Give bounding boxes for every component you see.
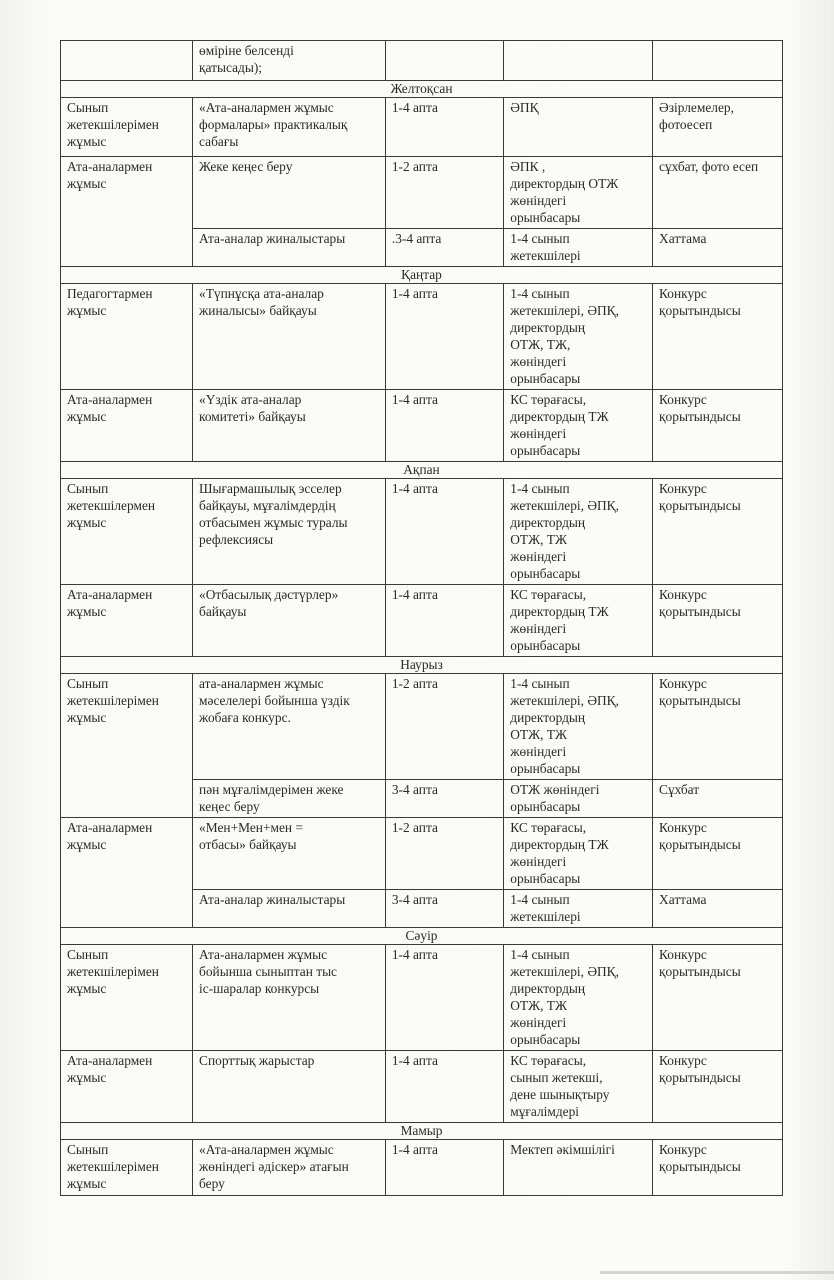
cell-responsible: 1-4 сынып жетекшілері, ӘПҚ, директордың ОТЖ, ТЖ жөніндегі орынбасары — [504, 674, 653, 780]
cell-category: Сынып жетекшілерімен жұмыс — [61, 945, 193, 1051]
cell-category: Сынып жетекшілерімен жұмыс — [61, 1140, 193, 1196]
table-row — [61, 945, 783, 1051]
cell-result: Конкурс қорытындысы — [653, 1051, 783, 1123]
cell-responsible: 1-4 сынып жетекшілері, ӘПҚ, директордың ОТЖ, ТЖ, жөніндегі орынбасары — [504, 284, 653, 390]
cell-period: 1-4 апта — [385, 585, 503, 657]
month-row — [61, 1123, 783, 1140]
cell-responsible: КС төрағасы, директордың ТЖ жөніндегі орынбасары — [504, 390, 653, 462]
cell-responsible: ӘПК , директордың ОТЖ жөніндегі орынбасары — [504, 157, 653, 229]
table-row — [61, 98, 783, 157]
cell-event: Ата-аналармен жұмыс бойынша сыныптан тыс іс-шаралар конкурсы — [193, 945, 386, 1051]
cell-event: «Мен+Мен+мен = отбасы» байқауы — [193, 818, 386, 890]
cell-responsible: ОТЖ жөніндегі орынбасары — [504, 780, 653, 818]
cell-period: 1-4 апта — [385, 98, 503, 157]
cell-responsible: КС төрағасы, директордың ТЖ жөніндегі орынбасары — [504, 585, 653, 657]
work-plan-table — [60, 40, 783, 1196]
cell-result: Конкурс қорытындысы — [653, 479, 783, 585]
cell-category: Сынып жетекшілерімен жұмыс — [61, 98, 193, 157]
cell-result: Конкурс қорытындысы — [653, 390, 783, 462]
month-row — [61, 928, 783, 945]
cell-event: «Ата-аналармен жұмыс жөніндегі әдіскер» атағын беру — [193, 1140, 386, 1196]
table-row — [61, 1051, 783, 1123]
cell-responsible: 1-4 сынып жетекшілері — [504, 229, 653, 267]
scan-edge-line — [600, 1271, 834, 1274]
cell-responsible: 1-4 сынып жетекшілері — [504, 890, 653, 928]
cell-period: 1-4 апта — [385, 1051, 503, 1123]
cell-responsible — [504, 41, 653, 81]
table-row — [61, 41, 783, 81]
cell-result: сұхбат, фото есеп — [653, 157, 783, 229]
table-row — [61, 390, 783, 462]
cell-result: Хаттама — [653, 229, 783, 267]
cell-result: Хаттама — [653, 890, 783, 928]
cell-responsible: КС төрағасы, директордың ТЖ жөніндегі орынбасары — [504, 818, 653, 890]
cell-period: 1-4 апта — [385, 390, 503, 462]
cell-result: Конкурс қорытындысы — [653, 818, 783, 890]
month-row — [61, 462, 783, 479]
cell-period: 1-2 апта — [385, 818, 503, 890]
cell-period: 1-4 апта — [385, 945, 503, 1051]
cell-event: «Үздік ата-аналар комитеті» байқауы — [193, 390, 386, 462]
month-heading: Ақпан — [61, 462, 783, 479]
cell-event: Спорттық жарыстар — [193, 1051, 386, 1123]
cell-result: Конкурс қорытындысы — [653, 585, 783, 657]
cell-category: Ата-аналармен жұмыс — [61, 1051, 193, 1123]
cell-responsible: 1-4 сынып жетекшілері, ӘПҚ, директордың ОТЖ, ТЖ жөніндегі орынбасары — [504, 945, 653, 1051]
table-row — [61, 818, 783, 890]
table-row — [61, 157, 783, 229]
month-heading: Қаңтар — [61, 267, 783, 284]
cell-category: Ата-аналармен жұмыс — [61, 390, 193, 462]
table-row — [61, 1140, 783, 1196]
cell-responsible: 1-4 сынып жетекшілері, ӘПҚ, директордың ОТЖ, ТЖ жөніндегі орынбасары — [504, 479, 653, 585]
table-row — [61, 284, 783, 390]
month-row — [61, 267, 783, 284]
cell-period: .3-4 апта — [385, 229, 503, 267]
cell-event: Ата-аналар жиналыстары — [193, 229, 386, 267]
cell-period: 1-2 апта — [385, 674, 503, 780]
cell-category: Сынып жетекшілермен жұмыс — [61, 479, 193, 585]
cell-result: Әзірлемелер, фотоесеп — [653, 98, 783, 157]
month-heading: Желтоқсан — [61, 81, 783, 98]
cell-responsible: КС төрағасы, сынып жетекші, дене шынықтыру мұғалімдері — [504, 1051, 653, 1123]
table-row — [61, 674, 783, 780]
table-row — [61, 479, 783, 585]
month-row — [61, 81, 783, 98]
cell-result — [653, 41, 783, 81]
cell-event: пән мұғалімдерімен жеке кеңес беру — [193, 780, 386, 818]
cell-category: Сынып жетекшілерімен жұмыс — [61, 674, 193, 818]
cell-category — [61, 41, 193, 81]
cell-period: 1-4 апта — [385, 1140, 503, 1196]
cell-period — [385, 41, 503, 81]
cell-event: «Ата-аналармен жұмыс формалары» практикалық сабағы — [193, 98, 386, 157]
table-row — [61, 585, 783, 657]
cell-period: 1-4 апта — [385, 284, 503, 390]
cell-responsible: Мектеп әкімшілігі — [504, 1140, 653, 1196]
month-heading: Мамыр — [61, 1123, 783, 1140]
cell-event: «Отбасылық дәстүрлер» байқауы — [193, 585, 386, 657]
month-heading: Наурыз — [61, 657, 783, 674]
cell-event: Ата-аналар жиналыстары — [193, 890, 386, 928]
cell-category: Ата-аналармен жұмыс — [61, 585, 193, 657]
cell-result: Конкурс қорытындысы — [653, 945, 783, 1051]
cell-event: ата-аналармен жұмыс мәселелері бойынша үздік жобаға конкурс. — [193, 674, 386, 780]
cell-event: Жеке кеңес беру — [193, 157, 386, 229]
cell-period: 1-4 апта — [385, 479, 503, 585]
cell-result: Сұхбат — [653, 780, 783, 818]
cell-category: Педагогтармен жұмыс — [61, 284, 193, 390]
cell-result: Конкурс қорытындысы — [653, 1140, 783, 1196]
cell-period: 3-4 апта — [385, 890, 503, 928]
cell-period: 1-2 апта — [385, 157, 503, 229]
cell-event: өміріне белсенді қатысады); — [193, 41, 386, 81]
cell-result: Конкурс қорытындысы — [653, 674, 783, 780]
cell-responsible: ӘПҚ — [504, 98, 653, 157]
cell-event: Шығармашылық эсселер байқауы, мұғалімдердің отбасымен жұмыс туралы рефлексиясы — [193, 479, 386, 585]
cell-event: «Түпнұсқа ата-аналар жиналысы» байқауы — [193, 284, 386, 390]
cell-category: Ата-аналармен жұмыс — [61, 818, 193, 928]
month-heading: Сәуір — [61, 928, 783, 945]
cell-category: Ата-аналармен жұмыс — [61, 157, 193, 267]
cell-result: Конкурс қорытындысы — [653, 284, 783, 390]
month-row — [61, 657, 783, 674]
cell-period: 3-4 апта — [385, 780, 503, 818]
